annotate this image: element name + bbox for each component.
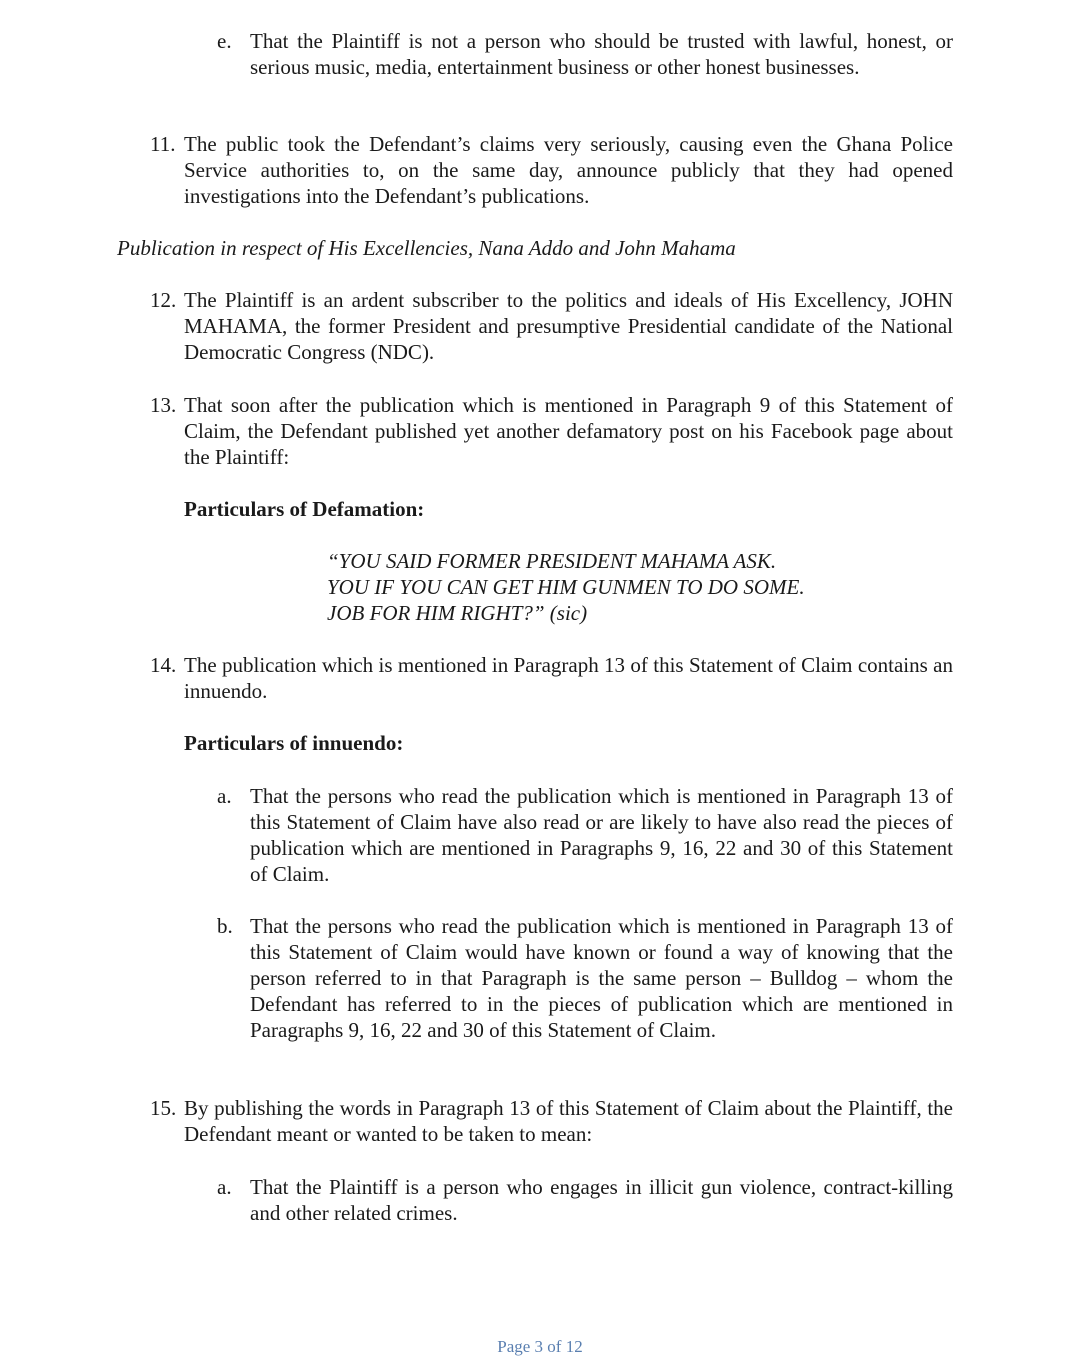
page-number-footer: Page 3 of 12 [497, 1337, 583, 1356]
item-text: That the persons who read the publication which is mentioned in Paragraph 13 of this Statement of Claim have also read or are likely to have also read the pieces of publication which are mentioned in Paragraphs 9, 16, 22 and 30 of this Statement of Claim. [250, 784, 953, 886]
list-item-e [217, 28, 953, 80]
item-label: b. [217, 914, 233, 938]
quote-line: “YOU SAID FORMER PRESIDENT MAHAMA ASK. [327, 549, 777, 573]
paragraph-text: The Plaintiff is an ardent subscriber to the politics and ideals of His Excellency, JOHN MAHAMA, the former President and presumptive Presidential candidate of the National Democratic Congress (NDC). [184, 288, 953, 364]
item-text: That the Plaintiff is not a person who should be trusted with lawful, honest, or serious music, media, entertainment business or other honest businesses. [250, 29, 953, 79]
quote-line: YOU IF YOU CAN GET HIM GUNMEN TO DO SOME. [327, 575, 805, 599]
paragraph-text: The publication which is mentioned in Paragraph 13 of this Statement of Claim contains an innuendo. [184, 653, 953, 703]
list-item-15a [217, 1174, 953, 1226]
quote-line: JOB FOR HIM RIGHT?” (sic) [327, 601, 588, 625]
paragraph-11 [150, 131, 953, 209]
item-text: That the Plaintiff is a person who engages in illicit gun violence, contract-killing and other related crimes. [250, 1175, 953, 1225]
paragraph-text: That soon after the publication which is mentioned in Paragraph 9 of this Statement of Claim, the Defendant published yet another defamatory post on his Facebook page about the Plaintiff: [184, 393, 953, 469]
item-text: That the persons who read the publication which is mentioned in Paragraph 13 of this Statement of Claim would have known or found a way of knowing that the person referred to in that Paragraph is the same person – Bulldog – whom the Defendant has referred to in the pieces of publication which are mentioned in Paragraphs 9, 16, 22 and 30 of this Statement of Claim. [250, 914, 953, 1042]
defamation-heading: Particulars of Defamation: [184, 497, 425, 521]
paragraph-text: The public took the Defendant’s claims very seriously, causing even the Ghana Police Service authorities to, on the same day, announce publicly that they had opened investigations into the Defendant’s publications. [184, 132, 953, 208]
paragraph-number: 14. [150, 653, 177, 677]
paragraph-12 [150, 287, 953, 365]
item-label: e. [217, 29, 232, 53]
innuendo-heading: Particulars of innuendo: [184, 731, 404, 755]
list-item-14a [217, 783, 953, 887]
list-item-14b [217, 913, 953, 1043]
section-heading: Publication in respect of His Excellencies, Nana Addo and John Mahama [117, 236, 736, 260]
defamation-quote [327, 548, 805, 626]
paragraph-number: 15. [150, 1096, 177, 1120]
paragraph-15 [150, 1095, 953, 1147]
paragraph-text: By publishing the words in Paragraph 13 of this Statement of Claim about the Plaintiff, the Defendant meant or wanted to be taken to mean: [184, 1096, 953, 1146]
item-label: a. [217, 1175, 232, 1199]
item-label: a. [217, 784, 232, 808]
paragraph-13 [150, 392, 953, 470]
paragraph-number: 12. [150, 288, 177, 312]
paragraph-14 [150, 652, 953, 704]
paragraph-number: 11. [150, 132, 176, 156]
paragraph-number: 13. [150, 393, 177, 417]
